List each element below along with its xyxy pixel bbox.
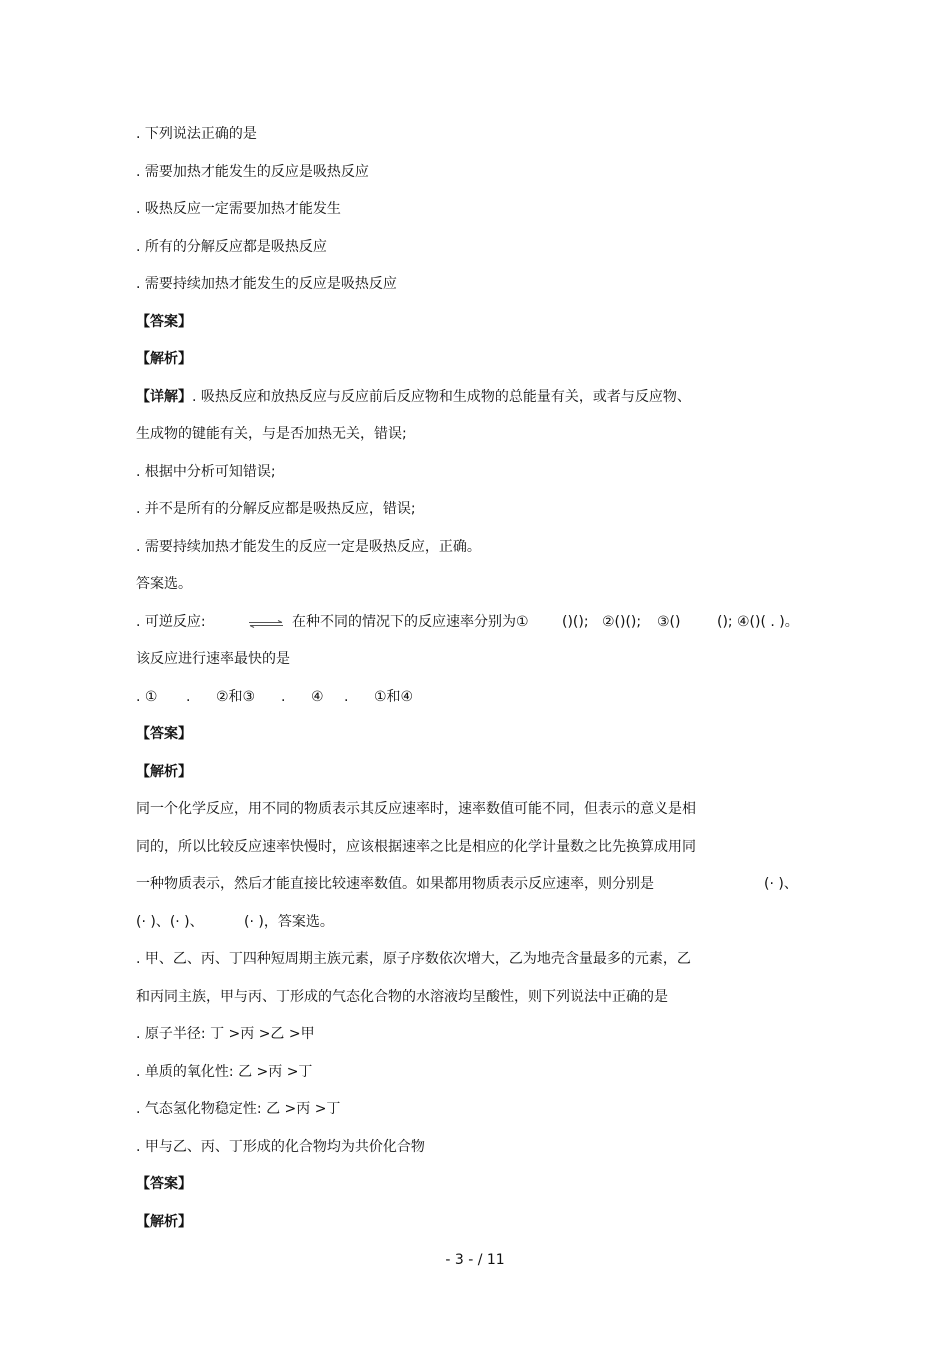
q1-option-d: . 需要持续加热才能发生的反应是吸热反应: [136, 276, 397, 292]
q2-analysis-line-1: 同一个化学反应，用不同的物质表示其反应速率时，速率数值可能不同，但表示的意义是相: [136, 801, 696, 817]
q1-analysis-label: 【解析】: [136, 351, 192, 367]
q3-stem-line-2: 和丙同主族，甲与丙、丁形成的气态化合物的水溶液均呈酸性，则下列说法中正确的是: [136, 989, 668, 1005]
q1-detail-text-1: . 吸热反应和放热反应与反应前后反应物和生成物的总能量有关，或者与反应物、: [192, 389, 691, 405]
q2-answer-label: 【答案】: [136, 726, 192, 742]
q3-option-c: . 气态氢化物稳定性: 乙 >丙 >丁: [136, 1101, 341, 1117]
q2-analysis-line-4b: (· )，答案选。: [244, 914, 334, 930]
q2-rate-5: ④()( . )。: [737, 614, 799, 630]
q2-option-a: . ①: [136, 689, 158, 705]
q3-option-d: . 甲与乙、丙、丁形成的化合物均为共价化合物: [136, 1139, 425, 1155]
q2-rate-3: ③(): [657, 614, 681, 630]
q2-rate-1: ()();: [562, 614, 589, 630]
q1-detail-line-4: . 并不是所有的分解反应都是吸热反应，错误;: [136, 501, 416, 517]
q3-answer-label: 【答案】: [136, 1176, 192, 1192]
q1-detail-line-1: [136, 387, 691, 407]
q2-option-d-dot: .: [344, 689, 349, 705]
q2-analysis-line-4a: (· )、(· )、: [136, 914, 204, 930]
q1-detail-label: 【详解】: [136, 389, 192, 405]
q2-stem-start: . 可逆反应:: [136, 614, 206, 630]
q1-detail-line-2: 生成物的键能有关，与是否加热无关，错误;: [136, 426, 407, 442]
q2-option-c-dot: .: [281, 689, 286, 705]
q2-option-c: ④: [311, 689, 324, 705]
q3-analysis-label: 【解析】: [136, 1214, 192, 1230]
q2-option-d: ①和④: [374, 689, 414, 705]
q1-answer-label: 【答案】: [136, 314, 192, 330]
q2-analysis-label: 【解析】: [136, 764, 192, 780]
page-number: - 3 - / 11: [445, 1252, 505, 1268]
q2-analysis-line-2: 同的，所以比较反应速率快慢时，应该根据速率之比是相应的化学计量数之比先换算成用同: [136, 839, 696, 855]
equilibrium-arrow-icon: [248, 620, 284, 628]
q1-detail-line-5: . 需要持续加热才能发生的反应一定是吸热反应，正确。: [136, 539, 481, 555]
q3-option-a: . 原子半径: 丁 >丙 >乙 >甲: [136, 1026, 315, 1042]
q2-analysis-line-3-tail: (· )、: [764, 876, 798, 892]
q2-option-b: ②和③: [216, 689, 256, 705]
q2-analysis-line-3: 一种物质表示，然后才能直接比较速率数值。如果都用物质表示反应速率，则分别是: [136, 876, 654, 892]
q2-stem-mid: 在种不同的情况下的反应速率分别为①: [292, 614, 529, 630]
q1-stem: . 下列说法正确的是: [136, 126, 257, 142]
q3-option-b: . 单质的氧化性: 乙 >丙 >丁: [136, 1064, 313, 1080]
q1-option-b: . 吸热反应一定需要加热才能发生: [136, 201, 341, 217]
q1-detail-line-6: 答案选。: [136, 576, 192, 592]
q2-stem-line-2: 该反应进行速率最快的是: [136, 651, 290, 667]
q2-rate-4: ();: [717, 614, 733, 630]
q3-stem-line-1: . 甲、乙、丙、丁四种短周期主族元素，原子序数依次增大，乙为地壳含量最多的元素，乙: [136, 951, 691, 967]
q2-rate-2: ②()();: [602, 614, 642, 630]
q1-option-c: . 所有的分解反应都是吸热反应: [136, 239, 327, 255]
q1-option-a: . 需要加热才能发生的反应是吸热反应: [136, 164, 369, 180]
q1-detail-line-3: . 根据中分析可知错误;: [136, 464, 276, 480]
q2-option-b-dot: .: [186, 689, 191, 705]
